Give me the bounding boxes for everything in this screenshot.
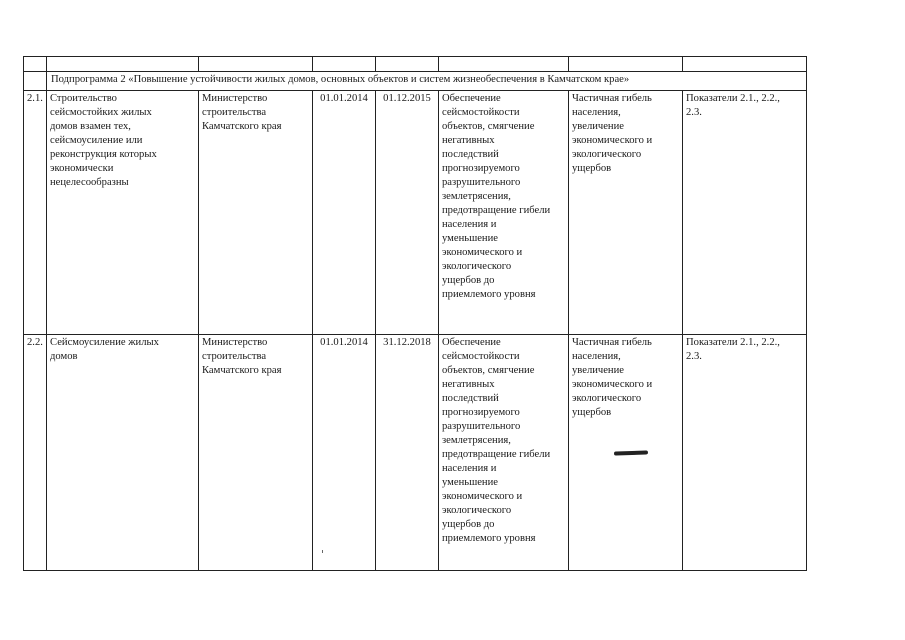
consequences: Частичная гибель населения, увеличение экономического и экологического ущербов bbox=[569, 91, 683, 335]
measures-table bbox=[23, 56, 807, 571]
table-row bbox=[24, 91, 807, 335]
executor: Министерство строительства Камчатского края bbox=[199, 91, 313, 335]
measure-name: Строительство сейсмостойких жилых домов взамен тех, сейсмоусиление или реконструкция которых экономически нецелесообразны bbox=[47, 91, 199, 335]
end-date: 31.12.2018 bbox=[376, 335, 439, 571]
expected-result: Обеспечение сейсмостойкости объектов, смягчение негативных последствий прогнозируемого разрушительного землетрясения, предотвращение гибели населения и уменьшение экономического и экологического ущербов до приемлемого уровня bbox=[439, 335, 569, 571]
indicators: Показатели 2.1., 2.2., 2.3. bbox=[683, 91, 807, 335]
executor: Министерство строительства Камчатского края bbox=[199, 335, 313, 571]
table-row bbox=[24, 335, 807, 571]
table-top-row bbox=[24, 57, 807, 72]
start-date: 01.01.2014 bbox=[313, 91, 376, 335]
scan-speck bbox=[322, 550, 323, 553]
row-number: 2.2. bbox=[24, 335, 47, 571]
end-date: 01.12.2015 bbox=[376, 91, 439, 335]
start-date: 01.01.2014 bbox=[313, 335, 376, 571]
indicators: Показатели 2.1., 2.2., 2.3. bbox=[683, 335, 807, 571]
expected-result: Обеспечение сейсмостойкости объектов, смягчение негативных последствий прогнозируемого разрушительного землетрясения, предотвращение гибели населения и уменьшение экономического и экологического ущербов до приемлемого уровня bbox=[439, 91, 569, 335]
subprogram-title: Подпрограмма 2 «Повышение устойчивости жилых домов, основных объектов и систем жизнеобеспечения в Камчатском крае» bbox=[47, 72, 807, 91]
subprogram-header-row bbox=[24, 72, 807, 91]
row-number: 2.1. bbox=[24, 91, 47, 335]
consequences: Частичная гибель населения, увеличение экономического и экологического ущербов bbox=[569, 335, 683, 571]
measure-name: Сейсмоусиление жилых домов bbox=[47, 335, 199, 571]
